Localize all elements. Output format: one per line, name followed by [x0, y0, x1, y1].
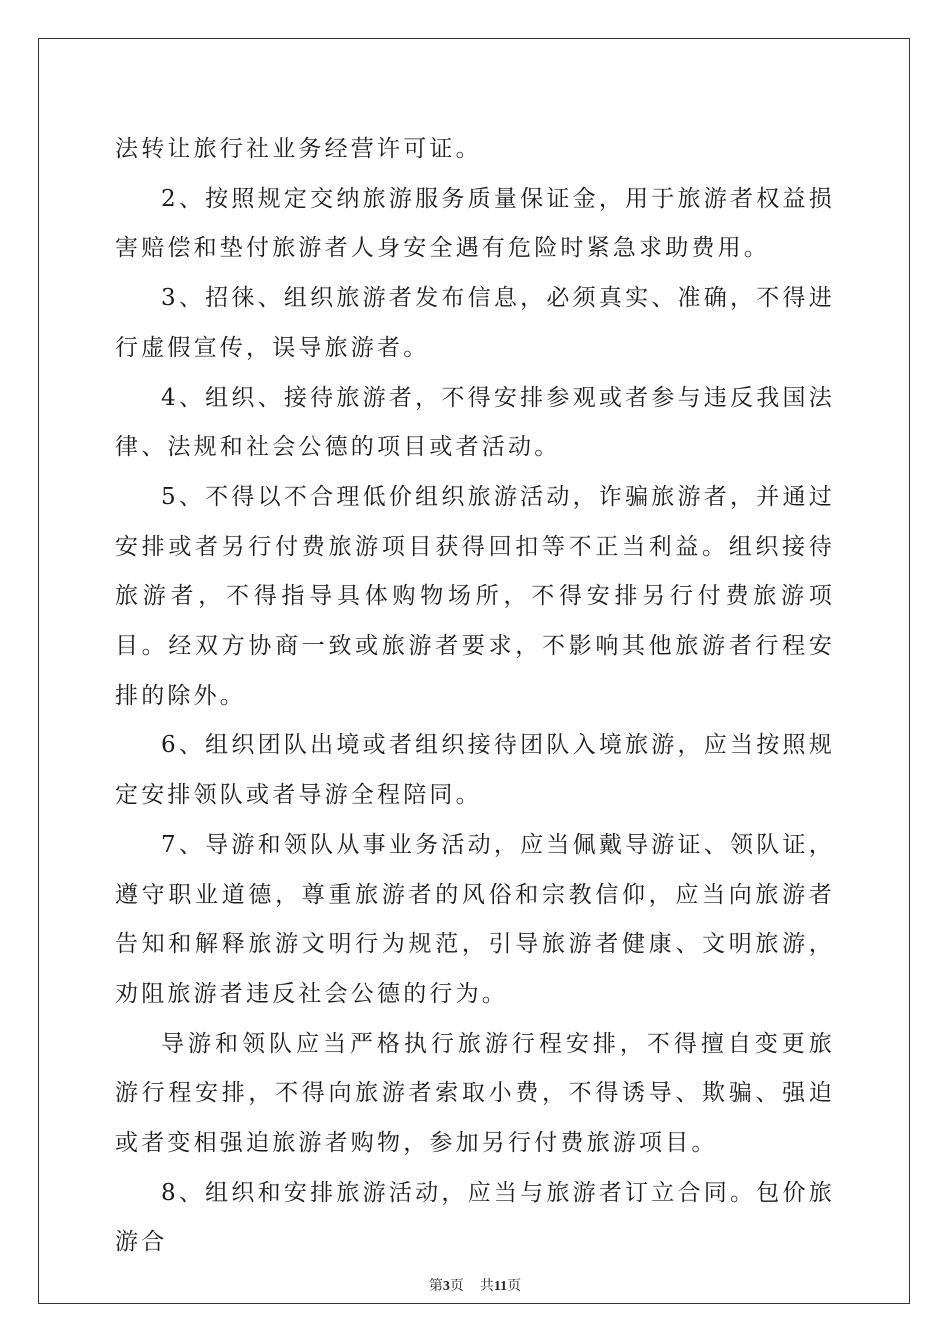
- page-suffix: 页: [449, 1279, 464, 1294]
- paragraph: 4、组织、接待旅游者，不得安排参观或者参与违反我国法律、法规和社会公德的项目或者活动。: [115, 384, 835, 461]
- document-body: [115, 125, 835, 1268]
- paragraph: 2、按照规定交纳旅游服务质量保证金，用于旅游者权益损害赔偿和垫付旅游者人身安全遇有危险时紧急求助费用。: [115, 185, 835, 262]
- paragraph: 8、组织和安排旅游活动，应当与旅游者订立合同。包价旅游合: [115, 1179, 835, 1256]
- page-number: 3: [442, 1279, 450, 1294]
- total-prefix: 共: [479, 1279, 494, 1294]
- paragraph: 7、导游和领队从事业务活动，应当佩戴导游证、领队证，遵守职业道德，尊重旅游者的风俗和宗教信仰，应当向旅游者告知和解释旅游文明行为规范，引导旅游者健康、文明旅游，劝阻旅游者违反社会公德的行为。: [115, 831, 835, 1007]
- paragraph: 3、招徕、组织旅游者发布信息，必须真实、准确，不得进行虚假宣传，误导旅游者。: [115, 285, 835, 361]
- paragraph: 5、不得以不合理低价组织旅游活动，诈骗旅游者，并通过安排或者另行付费旅游项目获得回扣等不正当利益。组织接待旅游者，不得指导具体购物场所，不得安排另行付费旅游项目。经双方协商一致或旅游者要求，不影响其他旅游者行程安排的除外。: [115, 483, 835, 709]
- paragraph: 6、组织团队出境或者组织接待团队入境旅游，应当按照规定安排领队或者导游全程陪同。: [115, 732, 835, 809]
- page-footer: [0, 1278, 950, 1296]
- page-prefix: 第: [428, 1279, 443, 1294]
- paragraph: 导游和领队应当严格执行旅游行程安排，不得擅自变更旅游行程安排，不得向旅游者索取小费，不得诱导、欺骗、强迫或者变相强迫旅游者购物，参加另行付费旅游项目。: [115, 1030, 835, 1157]
- total-suffix: 页: [507, 1279, 522, 1294]
- paragraph: 法转让旅行社业务经营许可证。: [115, 136, 482, 162]
- total-pages: 11: [493, 1279, 508, 1294]
